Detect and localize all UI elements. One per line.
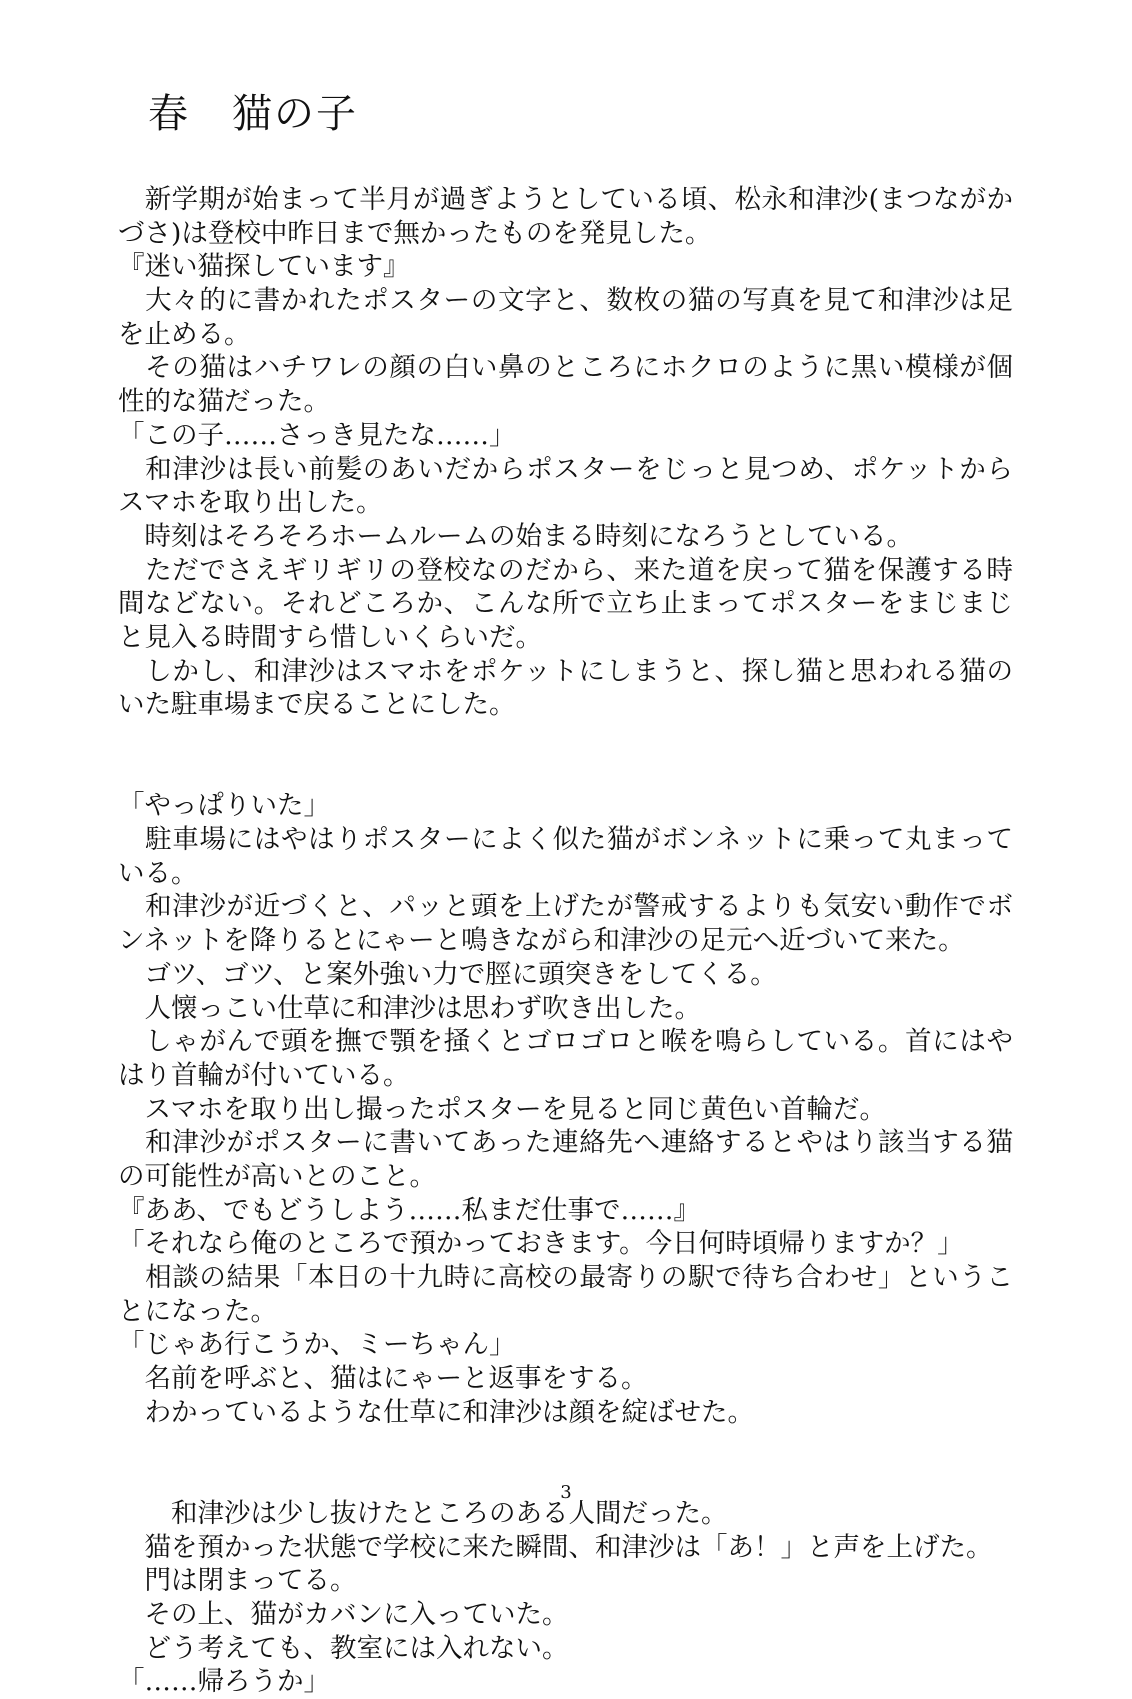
text-line: 猫を預かった状態で学校に来た瞬間、和津沙は「あ！」と声を上げた。 (118, 1531, 993, 1563)
text-line: いる。 (118, 857, 198, 889)
text-line: 大々的に書かれたポスターの文字と、数枚の猫の写真を見て和津沙は足 (118, 285, 1013, 317)
text-line: その猫はハチワレの顔の白い鼻のところにホクロのように黒い模様が個 (118, 352, 1013, 384)
text-line: その上、猫がカバンに入っていた。 (118, 1598, 569, 1630)
blank-line (118, 1429, 1013, 1463)
text-line: 和津沙は少し抜けたところのある人間だった。 (118, 1497, 728, 1529)
blank-line (118, 722, 1013, 756)
blank-line (118, 756, 1013, 790)
text-line: 「……帰ろうか」 (118, 1666, 330, 1698)
text-line: 「この子……さっき見たな……」 (118, 419, 516, 451)
text-line: 人懐っこい仕草に和津沙は思わず吹き出した。 (118, 992, 701, 1024)
text-line: と見入る時間すら惜しいくらいだ。 (118, 621, 542, 653)
text-line: 間などない。それどころか、こんな所で立ち止まってポスターをまじまじ (118, 588, 1013, 620)
body-text (118, 183, 1013, 1699)
text-line: 門は閉まってる。 (118, 1565, 357, 1597)
text-line: の可能性が高いとのこと。 (118, 1160, 436, 1192)
text-line: ただでさえギリギリの登校なのだから、来た道を戻って猫を保護する時 (118, 554, 1013, 586)
text-line: ゴツ、ゴツ、と案外強い力で脛に頭突きをしてくる。 (118, 958, 777, 990)
text-line: 「それなら俺のところで預かっておきます。今日何時頃帰りますか？」 (118, 1228, 964, 1260)
text-line: 新学期が始まって半月が過ぎようとしている頃、松永和津沙(まつながか (118, 184, 1013, 215)
text-line: ンネットを降りるとにゃーと鳴きながら和津沙の足元へ近づいて来た。 (118, 925, 965, 957)
text-line: 和津沙が近づくと、パッと頭を上げたが警戒するよりも気安い動作でボ (118, 891, 1013, 923)
text-line: づさ)は登校中昨日まで無かったものを発見した。 (118, 217, 712, 249)
text-line: 和津沙は長い前髪のあいだからポスターをじっと見つめ、ポケットから (118, 453, 1013, 485)
text-line: 「やっぱりいた」 (118, 790, 330, 822)
text-line: しゃがんで頭を撫で顎を掻くとゴロゴロと喉を鳴らしている。首にはや (118, 1026, 1013, 1058)
chapter-title: 春 猫の子 (148, 91, 358, 137)
text-line: 和津沙がポスターに書いてあった連絡先へ連絡するとやはり該当する猫 (118, 1127, 1013, 1159)
text-line: いた駐車場まで戻ることにした。 (118, 689, 516, 721)
text-line: 『迷い猫探しています』 (118, 251, 410, 283)
text-line: 時刻はそろそろホームルームの始まる時刻になろうとしている。 (118, 520, 913, 552)
text-line: 相談の結果「本日の十九時に高校の最寄りの駅で待ち合わせ」というこ (118, 1262, 1013, 1293)
text-line: とになった。 (118, 1295, 277, 1327)
text-line: 名前を呼ぶと、猫はにゃーと返事をする。 (118, 1363, 648, 1395)
text-line: 『ああ、でもどうしよう……私まだ仕事で……』 (118, 1194, 700, 1226)
text-line: 性的な猫だった。 (118, 386, 330, 418)
text-line: 駐車場にはやはりポスターによく似た猫がボンネットに乗って丸まって (118, 824, 1013, 856)
text-line: スマホを取り出し撮ったポスターを見ると同じ黄色い首輪だ。 (118, 1093, 886, 1125)
text-line: はり首輪が付いている。 (118, 1059, 410, 1091)
text-line: わかっているような仕草に和津沙は顔を綻ばせた。 (118, 1396, 754, 1428)
text-line: スマホを取り出した。 (118, 487, 383, 519)
page-number: 3 (560, 1482, 572, 1503)
text-line: を止める。 (118, 318, 251, 350)
text-line: 「じゃあ行こうか、ミーちゃん」 (118, 1329, 516, 1361)
text-line: しかし、和津沙はスマホをポケットにしまうと、探し猫と思われる猫の (118, 655, 1013, 687)
text-line: どう考えても、教室には入れない。 (118, 1632, 569, 1664)
